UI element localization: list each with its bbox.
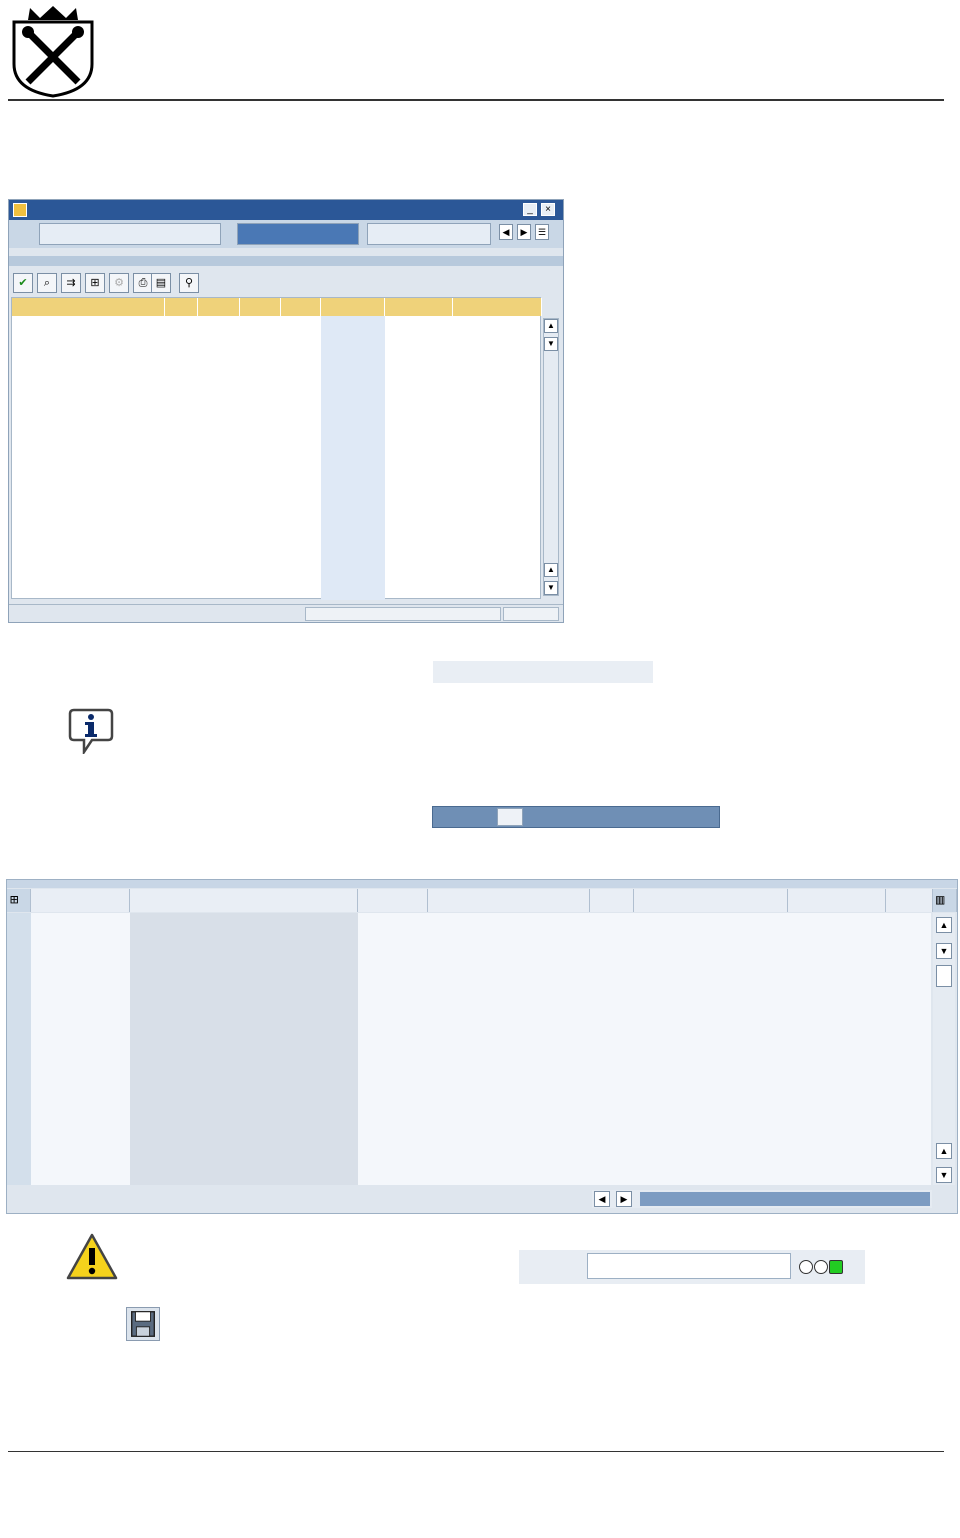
grid-options-icon[interactable]: ⊞	[85, 273, 105, 293]
scroll-left-icon[interactable]: ◀	[594, 1191, 610, 1207]
cost-center-search-dialog	[8, 199, 564, 623]
scroll-right-icon[interactable]: ▶	[616, 1191, 632, 1207]
dialog-divider-bar	[9, 256, 563, 266]
disabled-tool-icon: ⚙	[109, 273, 129, 293]
dialog-titlebar	[9, 200, 563, 220]
header-rule	[8, 99, 944, 101]
scroll-down-icon[interactable]: ▼	[936, 943, 952, 959]
dialog-toolbar	[9, 270, 563, 296]
warning-icon	[66, 1232, 118, 1282]
footer-rule	[8, 1451, 944, 1452]
status-field-2	[503, 607, 559, 621]
scroll-up-icon[interactable]: ▲	[936, 917, 952, 933]
col-header-fin-item[interactable]	[788, 889, 886, 912]
col-header-valid-from[interactable]	[385, 298, 453, 316]
copy-icon[interactable]: ▤	[151, 273, 171, 293]
confirm-check-icon[interactable]: ✔	[13, 273, 33, 293]
tab-standard-hierarchy[interactable]	[367, 223, 491, 245]
find-next-icon[interactable]: ⇉	[61, 273, 81, 293]
short-text-column-shade	[130, 913, 358, 1185]
col-header-ob[interactable]	[590, 889, 634, 912]
table-vertical-scrollbar[interactable]	[933, 913, 955, 1185]
tab-scroll-right-icon[interactable]: ▶	[517, 224, 531, 240]
scroll-up-icon[interactable]: ▲	[544, 319, 558, 333]
column-config-icon[interactable]: ▥	[933, 889, 957, 912]
table-horizontal-scrollbar[interactable]	[592, 1190, 932, 1208]
scroll-page-down-icon[interactable]: ▼	[936, 1167, 952, 1183]
info-icon	[66, 708, 116, 754]
col-header-jg[interactable]	[240, 298, 281, 316]
col-header-fin-position[interactable]	[634, 889, 788, 912]
col-header-amount[interactable]	[428, 889, 590, 912]
col-header-short-text[interactable]	[12, 298, 165, 316]
mpk-column-highlight	[321, 316, 385, 600]
find-icon[interactable]: ⌕	[37, 273, 57, 293]
scroll-page-down-icon[interactable]: ▼	[544, 581, 558, 595]
col-header-short-text[interactable]	[130, 889, 358, 912]
col-header-rmpk[interactable]	[281, 298, 321, 316]
example-cost-center-field	[433, 661, 653, 683]
traffic-light-green-icon	[829, 1260, 843, 1274]
results-vertical-scrollbar[interactable]	[543, 318, 559, 596]
traffic-light-red-icon	[799, 1260, 813, 1274]
dialog-app-icon	[13, 203, 27, 217]
tab-cost-center-name[interactable]	[237, 223, 359, 245]
scroll-track[interactable]	[640, 1192, 930, 1206]
select-all-icon[interactable]: ⊞	[7, 889, 31, 912]
example-horizontal-scrollbar	[432, 806, 720, 828]
document-title-line2	[420, 68, 852, 99]
row-selector-column	[7, 913, 31, 1185]
tab-scroll-left-icon[interactable]: ◀	[499, 224, 513, 240]
invoice-gl-items-table	[6, 879, 958, 1214]
scroll-page-up-icon[interactable]: ▲	[936, 1143, 952, 1159]
col-header-language[interactable]	[165, 298, 198, 316]
status-field	[305, 607, 501, 621]
scroll-thumb[interactable]	[936, 965, 952, 987]
scrollbar-thumb	[497, 808, 523, 826]
col-header-ork[interactable]	[198, 298, 240, 316]
col-header-reservation[interactable]	[886, 889, 933, 912]
traffic-light-yellow-icon	[814, 1260, 828, 1274]
dialog-status-bar	[9, 604, 563, 622]
col-header-gl-account[interactable]	[31, 889, 130, 912]
save-icon	[126, 1307, 160, 1341]
scroll-down-icon[interactable]: ▼	[544, 337, 558, 351]
university-crest-logo	[10, 2, 96, 98]
balance-indicator	[519, 1250, 865, 1284]
select-layout-icon[interactable]: ⚲	[179, 273, 199, 293]
balance-value	[587, 1253, 791, 1279]
dialog-tabs	[9, 220, 563, 248]
col-header-mpk[interactable]	[321, 298, 385, 316]
tab-cost-center[interactable]	[39, 223, 221, 245]
print-icon[interactable]: ⎙	[133, 273, 153, 293]
col-header-debit-credit[interactable]	[358, 889, 428, 912]
close-icon[interactable]: ×	[541, 203, 555, 216]
col-header-valid-to[interactable]	[453, 298, 542, 316]
scroll-page-up-icon[interactable]: ▲	[544, 563, 558, 577]
tab-list-icon[interactable]: ☰	[535, 224, 549, 240]
minimize-icon[interactable]: _	[523, 203, 537, 216]
cost-center-results-grid	[11, 297, 541, 599]
table-top-strip	[7, 880, 957, 888]
